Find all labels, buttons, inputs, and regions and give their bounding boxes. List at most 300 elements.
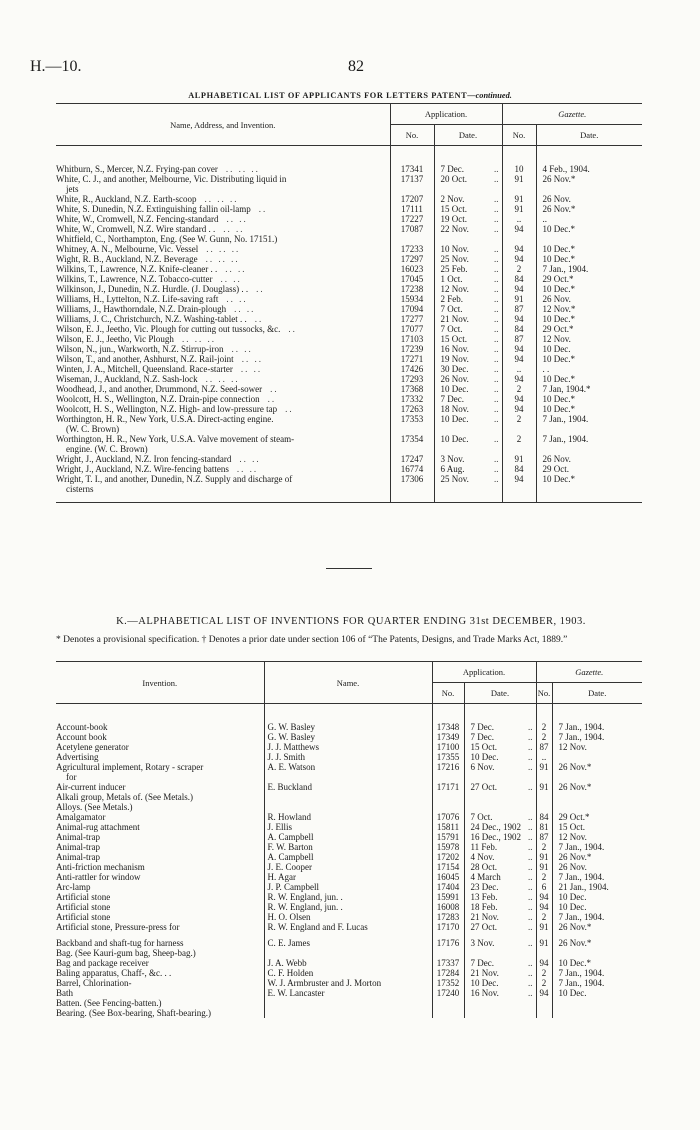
application-no: 17293 (390, 374, 434, 384)
gazette-date: 26 Nov.* (552, 938, 642, 948)
invention-text: Bag and package receiver (56, 958, 149, 968)
invention-text: Bath (56, 988, 73, 998)
application-date: 22 Nov. (434, 224, 490, 234)
leader-dots: .. .. (220, 274, 242, 284)
date-dots: .. (494, 294, 499, 304)
gazette-date: 26 Nov. (536, 454, 642, 464)
applicant-entry (56, 244, 390, 254)
application-no: 17332 (390, 394, 434, 404)
table-row (56, 922, 642, 938)
application-no: 17263 (390, 404, 434, 414)
gazette-date (552, 1008, 642, 1018)
application-date: 10 Dec. (464, 978, 524, 988)
application-no: 17045 (390, 274, 434, 284)
gazette-no: 94 (502, 284, 536, 294)
leader-dots: .. .. (241, 354, 263, 364)
gazette-no: 84 (536, 812, 552, 822)
date-dots: .. (528, 752, 533, 762)
inventor-name: J. E. Cooper (264, 862, 432, 872)
date-dots: .. (494, 354, 499, 364)
date-dots: .. (494, 284, 499, 294)
application-no: 17077 (390, 324, 434, 334)
application-date: 18 Feb. (464, 902, 524, 912)
inventor-name: J. J. Smith (264, 752, 432, 762)
applicant-text: Wilson, N., jun., Warkworth, N.Z. Stirrup-iron (56, 344, 224, 354)
gazette-no: 84 (502, 324, 536, 334)
leader-dots: .. .. .. (225, 164, 260, 174)
table-row (56, 454, 642, 464)
invention-text: Anti-rattler for window (56, 872, 141, 882)
invention-entry (56, 998, 264, 1008)
application-no: 17355 (432, 752, 464, 762)
applicant-entry (56, 454, 390, 464)
date-dots: .. (494, 324, 499, 334)
leader-dots: .. .. (239, 454, 261, 464)
gazette-no (502, 234, 536, 244)
date-dots (524, 792, 536, 802)
application-date: 26 Nov. (434, 374, 490, 384)
application-date (464, 792, 524, 802)
invention-text: Alloys. (See Metals.) (56, 802, 133, 812)
gazette-date: 7 Jan., 1904. (552, 968, 642, 978)
application-date: 28 Oct. (464, 862, 524, 872)
inventor-name: G. W. Basley (264, 722, 432, 732)
application-no: 15991 (432, 892, 464, 902)
inventor-name: C. E. James (264, 938, 432, 948)
invention-text: Amalgamator (56, 812, 106, 822)
applicant-text: Wilkins, T., Lawrence, N.Z. Knife-cleaner . . (56, 264, 218, 274)
application-no: 17154 (432, 862, 464, 872)
inventor-name: F. W. Barton (264, 842, 432, 852)
table-row (56, 732, 642, 742)
table-row (56, 194, 642, 204)
applicant-text: Wight, R. B., Auckland, N.Z. Beverage (56, 254, 198, 264)
gazette-no (536, 1008, 552, 1018)
table-row (56, 234, 642, 244)
gazette-no: 87 (502, 304, 536, 314)
inventor-name: H. O. Olsen (264, 912, 432, 922)
invention-text: Animal-trap (56, 852, 100, 862)
invention-entry (56, 742, 264, 752)
applicant-text: Wilkinson, J., Dunedin, N.Z. Hurdle. (J. Douglass) . . (56, 284, 249, 294)
gazette-date: 29 Oct.* (536, 274, 642, 284)
application-no: 17111 (390, 204, 434, 214)
inventor-name: R. Howland (264, 812, 432, 822)
date-dots (524, 1008, 536, 1018)
application-date (434, 234, 490, 244)
gazette-date: 29 Oct.* (552, 812, 642, 822)
table-row (56, 872, 642, 882)
date-dots: .. (528, 902, 533, 912)
invention-text: Bearing. (See Box-bearing, Shaft-bearing.) (56, 1008, 211, 1018)
table-row (56, 892, 642, 902)
applicant-text: Wilson, T., and another, Ashhurst, N.Z. Rail-joint (56, 354, 234, 364)
application-date: 7 Dec. (464, 958, 524, 968)
application-no: 17240 (432, 988, 464, 998)
gazette-no: 91 (502, 174, 536, 194)
gazette-no: 2 (502, 414, 536, 434)
application-date: 27 Oct. (464, 922, 524, 938)
gazette-date (552, 802, 642, 812)
gazette-date: 7 Jan, 1904.* (536, 384, 642, 394)
gazette-date: 10 Dec.* (536, 474, 642, 494)
applicant-entry (56, 194, 390, 204)
leader-dots: .. .. .. (181, 334, 216, 344)
applicants-table-body (56, 146, 642, 503)
application-date: 24 Dec., 1902 (464, 822, 524, 832)
gazette-no: 91 (502, 194, 536, 204)
table1-caption-cont: —continued. (467, 91, 512, 100)
gazette-no: 94 (502, 254, 536, 264)
application-date: 10 Dec. (434, 434, 490, 454)
application-date: 7 Dec. (434, 164, 490, 174)
inventor-name: G. W. Basley (264, 732, 432, 742)
gazette-no: 91 (502, 294, 536, 304)
gazette-date: 7 Jan., 1904. (552, 842, 642, 852)
date-dots: .. (528, 862, 533, 872)
applicant-text: Woolcott, H. S., Wellington, N.Z. Drain-pipe connection (56, 394, 260, 404)
invention-entry (56, 922, 264, 938)
gazette-date: 10 Dec.* (536, 394, 642, 404)
table-row (56, 414, 642, 434)
date-dots: .. (528, 988, 533, 998)
table-end (56, 494, 642, 503)
leader-dots: .. (285, 404, 294, 414)
col-gno-header: No. (502, 125, 536, 146)
gazette-date: 26 Nov. (536, 294, 642, 304)
application-no (432, 1008, 464, 1018)
gazette-no: 2 (502, 384, 536, 394)
col-inventor-name-header: Name. (264, 662, 432, 704)
gazette-date: 10 Dec.* (536, 314, 642, 324)
application-date: 4 March (464, 872, 524, 882)
table-row (56, 822, 642, 832)
leader-dots: .. (288, 324, 297, 334)
inventor-name: R. W. England, jun. . (264, 902, 432, 912)
table-row (56, 862, 642, 872)
gazette-no: 91 (536, 782, 552, 792)
date-dots: .. (494, 334, 499, 344)
application-no: 17216 (432, 762, 464, 782)
date-dots: .. (494, 374, 499, 384)
table-row (56, 742, 642, 752)
invention-text: Account-book (56, 722, 108, 732)
date-dots: .. (494, 344, 499, 354)
inventor-name: J. J. Matthews (264, 742, 432, 752)
table-row (56, 404, 642, 414)
application-date: 7 Dec. (464, 732, 524, 742)
gazette-date: 29 Oct. (536, 464, 642, 474)
application-date: 30 Dec. (434, 364, 490, 374)
applicant-entry (56, 344, 390, 354)
gazette-no: 94 (502, 404, 536, 414)
leader-dots: .. .. .. (206, 244, 241, 254)
inventor-name: R. W. England, jun. . (264, 892, 432, 902)
invention-entry (56, 792, 264, 802)
invention-entry (56, 948, 264, 958)
invention-text: Account book (56, 732, 107, 742)
gazette-no: 87 (536, 832, 552, 842)
application-no: 17076 (432, 812, 464, 822)
invention-text: Baling apparatus, Chaff-, &c. . . (56, 968, 172, 978)
table-row (56, 998, 642, 1008)
table-row (56, 762, 642, 782)
application-no: 17087 (390, 224, 434, 234)
date-dots: .. (528, 968, 533, 978)
application-no (390, 234, 434, 244)
invention-text: Bag. (See Kauri-gum bag, Sheep-bag.) (56, 948, 196, 958)
table-row (56, 364, 642, 374)
application-date: 4 Nov. (464, 852, 524, 862)
table-row (56, 344, 642, 354)
col-gdate-header: Date. (536, 125, 642, 146)
application-no: 17247 (390, 454, 434, 464)
application-no: 17202 (432, 852, 464, 862)
applicant-text: Worthington, H. R., New York, U.S.A. Direct-acting engine. (56, 414, 274, 424)
gazette-no: 2 (536, 968, 552, 978)
application-no: 17227 (390, 214, 434, 224)
date-dots: .. (494, 474, 499, 484)
invention-entry (56, 762, 264, 782)
table-row (56, 384, 642, 394)
gazette-date: 26 Nov.* (552, 922, 642, 938)
gazette-no: 91 (502, 454, 536, 464)
date-dots: .. (528, 872, 533, 882)
invention-entry (56, 782, 264, 792)
applicant-entry (56, 334, 390, 344)
date-dots: .. (528, 842, 533, 852)
col-no-header: No. (390, 125, 434, 146)
gazette-no: 81 (536, 822, 552, 832)
application-date: 21 Nov. (434, 314, 490, 324)
application-no: 17348 (432, 722, 464, 732)
invention-entry (56, 968, 264, 978)
date-dots: .. (528, 832, 533, 842)
applicant-entry (56, 324, 390, 334)
applicant-text-continued: cisterns (66, 484, 94, 494)
date-dots: .. (494, 314, 499, 324)
applicant-text: Whitfield, C., Northampton, Eng. (See W. Gunn, No. 17151.) (56, 234, 278, 244)
leader-dots: .. (270, 384, 279, 394)
gazette-no: 87 (502, 334, 536, 344)
application-date: 13 Feb. (464, 892, 524, 902)
applicant-entry (56, 164, 390, 174)
inventions-table (56, 661, 642, 1018)
gazette-date: 4 Feb., 1904. (536, 164, 642, 174)
invention-entry (56, 842, 264, 852)
application-date: 7 Dec. (434, 394, 490, 404)
gazette-no: .. (502, 214, 536, 224)
applicant-text: Williams, J., Hawthorndale, N.Z. Drain-plough (56, 304, 227, 314)
application-no (432, 998, 464, 1008)
gazette-no: 2 (536, 978, 552, 988)
application-no: 17171 (432, 782, 464, 792)
gazette-date: 12 Nov. (552, 832, 642, 842)
application-no: 17137 (390, 174, 434, 194)
date-dots: .. (494, 264, 499, 274)
applicant-entry (56, 374, 390, 384)
invention-entry (56, 812, 264, 822)
gazette-date: 21 Jan., 1904. (552, 882, 642, 892)
invention-entry (56, 722, 264, 732)
table-row (56, 792, 642, 802)
invention-entry (56, 978, 264, 988)
gazette-no: 94 (536, 958, 552, 968)
inventor-name (264, 802, 432, 812)
application-date: 27 Oct. (464, 782, 524, 792)
applicant-text: Worthington, H. R., New York, U.S.A. Valve movement of steam- (56, 434, 295, 444)
table-row (56, 852, 642, 862)
date-dots: .. (528, 922, 533, 932)
table-row (56, 882, 642, 892)
gazette-date: 10 Dec.* (536, 254, 642, 264)
application-no: 17271 (390, 354, 434, 364)
gazette-no: 91 (536, 922, 552, 938)
date-dots: .. (494, 464, 499, 474)
gazette-date: 7 Jan., 1904. (536, 434, 642, 454)
gazette-no: 2 (536, 912, 552, 922)
application-date: 19 Oct. (434, 214, 490, 224)
leader-dots: .. .. (236, 464, 259, 474)
application-date: 25 Feb. (434, 264, 490, 274)
gazette-date: 10 Dec.* (552, 958, 642, 968)
application-date: 10 Dec. (434, 384, 490, 394)
invention-entry (56, 832, 264, 842)
application-date: 2 Nov. (434, 194, 490, 204)
gazette-date: 12 Nov. (552, 742, 642, 752)
date-dots: .. (528, 978, 533, 988)
date-dots: .. (528, 782, 533, 792)
gazette-date: 7 Jan., 1904. (552, 872, 642, 882)
gazette-no: 94 (502, 374, 536, 384)
gazette-date: 7 Jan., 1904. (536, 414, 642, 434)
table-row (56, 294, 642, 304)
gazette-no: 94 (536, 988, 552, 998)
application-date: 6 Aug. (434, 464, 490, 474)
application-date: 6 Nov. (464, 762, 524, 782)
gazette-no: 2 (502, 264, 536, 274)
table-row (56, 244, 642, 254)
application-no: 15934 (390, 294, 434, 304)
invention-text: Animal-trap (56, 832, 100, 842)
date-dots: .. (494, 214, 499, 224)
application-no: 17404 (432, 882, 464, 892)
application-no: 17297 (390, 254, 434, 264)
application-date: 10 Dec. (434, 414, 490, 434)
applicant-entry (56, 264, 390, 274)
date-dots: .. (494, 164, 499, 174)
applicant-text-continued: engine. (W. C. Brown) (66, 444, 148, 454)
applicant-text: Woodhead, J., and another, Drummond, N.Z. Seed-sower (56, 384, 263, 394)
table-row (56, 314, 642, 324)
date-dots: .. (494, 454, 499, 464)
gazette-date: 7 Jan., 1904. (536, 264, 642, 274)
application-no: 17284 (432, 968, 464, 978)
applicant-entry (56, 284, 390, 294)
date-dots: .. (528, 762, 533, 772)
application-date: 16 Dec., 1902 (464, 832, 524, 842)
gazette-no: 10 (502, 164, 536, 174)
gazette-no: 6 (536, 882, 552, 892)
application-no: 16008 (432, 902, 464, 912)
table-row (56, 254, 642, 264)
table-row (56, 304, 642, 314)
leader-dots: .. .. .. (205, 254, 240, 264)
table-row (56, 988, 642, 998)
table-row (56, 782, 642, 792)
gazette-no: 84 (502, 274, 536, 284)
application-no: 17352 (432, 978, 464, 988)
gazette-date: 10 Dec.* (536, 244, 642, 254)
application-no: 15791 (432, 832, 464, 842)
col-date-header: Date. (434, 125, 502, 146)
application-date: 21 Nov. (464, 968, 524, 978)
date-dots: .. (494, 384, 499, 394)
applicant-entry (56, 224, 390, 234)
date-dots: .. (494, 194, 499, 204)
col-application-header-2: Application. (432, 662, 536, 683)
date-dots: .. (528, 822, 533, 832)
col-gazette-header-2 (536, 662, 642, 683)
gazette-date: 26 Nov.* (536, 204, 642, 214)
col-gazette-header (502, 104, 642, 125)
application-date: 3 Nov. (464, 938, 524, 948)
gazette-date: 7 Jan., 1904. (552, 732, 642, 742)
table-row (56, 434, 642, 454)
application-date: 25 Nov. (434, 474, 490, 494)
gazette-date: 10 Dec.* (536, 224, 642, 234)
table-row (56, 752, 642, 762)
date-dots: .. (528, 812, 533, 822)
date-dots: .. (528, 912, 533, 922)
applicant-entry (56, 404, 390, 414)
gazette-no: 94 (536, 902, 552, 912)
page-header (30, 58, 670, 78)
applicant-entry (56, 314, 390, 324)
section-divider (326, 568, 372, 569)
inventor-name: A. Campbell (264, 832, 432, 842)
leader-dots: .. .. (225, 264, 247, 274)
date-dots: .. (494, 304, 499, 314)
leader-dots: .. .. (226, 294, 248, 304)
inventor-name: J. A. Webb (264, 958, 432, 968)
applicant-text: Wright, J., Auckland, N.Z. Iron fencing-standard (56, 454, 232, 464)
col-invention-header: Invention. (56, 662, 264, 704)
application-date: 1 Oct. (434, 274, 490, 284)
invention-entry (56, 882, 264, 892)
gazette-date: 10 Dec.* (536, 374, 642, 384)
applicant-text-continued: (W. C. Brown) (66, 424, 120, 434)
gazette-date: 7 Jan., 1904. (552, 722, 642, 732)
application-no: 17349 (432, 732, 464, 742)
application-date: 23 Dec. (464, 882, 524, 892)
table-row (56, 812, 642, 822)
gazette-date: .. (536, 214, 642, 224)
application-date: 3 Nov. (434, 454, 490, 464)
gazette-date (552, 998, 642, 1008)
table-row (56, 958, 642, 968)
leader-dots: .. .. (226, 214, 248, 224)
applicant-text: Williams, H., Lyttelton, N.Z. Life-saving raft (56, 294, 219, 304)
invention-entry (56, 958, 264, 968)
application-no: 16045 (432, 872, 464, 882)
application-date: 11 Feb. (464, 842, 524, 852)
applicant-text: White, R., Auckland, N.Z. Earth-scoop (56, 194, 197, 204)
application-date: 7 Oct. (464, 812, 524, 822)
applicant-entry (56, 294, 390, 304)
invention-text: Backband and shaft-tug for harness (56, 938, 184, 948)
gazette-date: 12 Nov. (536, 334, 642, 344)
